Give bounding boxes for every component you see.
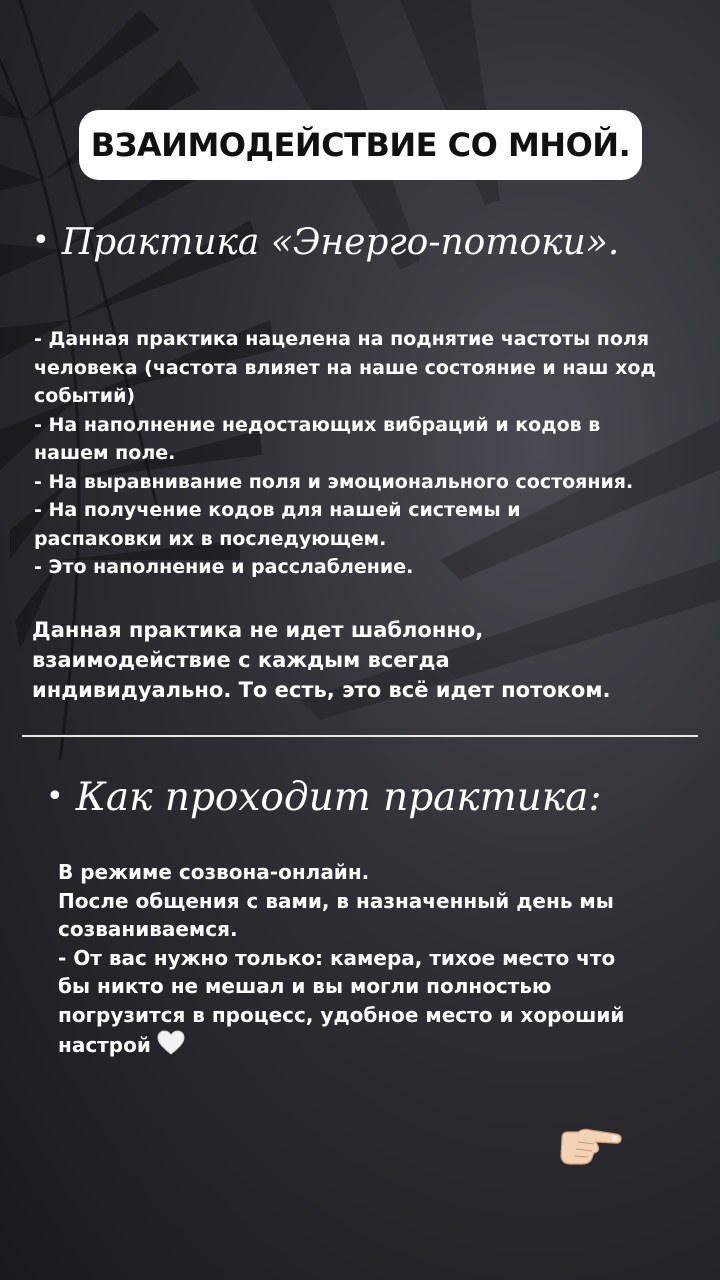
white-heart-icon <box>157 1030 185 1064</box>
description-line: - Это наполнение и расслабление. <box>34 556 414 578</box>
how-line: погрузится в процесс, удобное место и хороший <box>58 1002 625 1027</box>
description-line: нашем поле. <box>34 442 176 464</box>
section-heading-text: Практика «Энерго-потоки». <box>61 222 620 263</box>
practice-note <box>32 615 702 705</box>
note-line: индивидуально. То есть, это всё идет потоком. <box>32 678 611 702</box>
section-heading-how-it-works <box>46 775 601 820</box>
how-line: бы никто не мешал и вы могли полностью <box>58 974 552 999</box>
note-line: взаимодействие с каждым всегда <box>32 648 450 672</box>
description-line: - Данная практика нацелена на поднятие частоты поля <box>34 328 650 350</box>
section-heading-text: Как проходит практика: <box>75 775 602 820</box>
title-badge <box>79 110 642 180</box>
how-line-last <box>58 1030 698 1064</box>
description-line: - На выравнивание поля и эмоционального состояния. <box>34 470 634 493</box>
how-line: созваниваемся. <box>58 917 238 942</box>
bullet: • <box>32 223 50 258</box>
how-line: - От вас нужно только: камера, тихое место что <box>58 945 616 970</box>
how-line: После общения с вами, в назначенный день мы <box>58 888 614 913</box>
pointing-hand-icon <box>556 1122 624 1174</box>
description-line: - На получение кодов для нашей системы и <box>34 499 521 521</box>
section-heading-energy-flows <box>32 222 619 263</box>
how-line: В режиме созвона-онлайн. <box>58 860 370 884</box>
description-line: событий) <box>34 385 136 407</box>
page-title: ВЗАИМОДЕЙСТВИЕ СО МНОЙ. <box>90 126 631 164</box>
divider <box>22 735 698 737</box>
description-line: распаковки их в последующем. <box>34 527 387 550</box>
how-it-works-description <box>58 858 698 1063</box>
description-line: человека (частота влияет на наше состояние и наш ход <box>34 356 656 379</box>
description-line: - На наполнение недостающих вибраций и кодов в <box>34 413 601 436</box>
bullet: • <box>46 779 64 814</box>
note-line: Данная практика не идет шаблонно, <box>32 618 484 642</box>
practice-description <box>34 325 704 582</box>
how-line: настрой <box>58 1032 151 1057</box>
